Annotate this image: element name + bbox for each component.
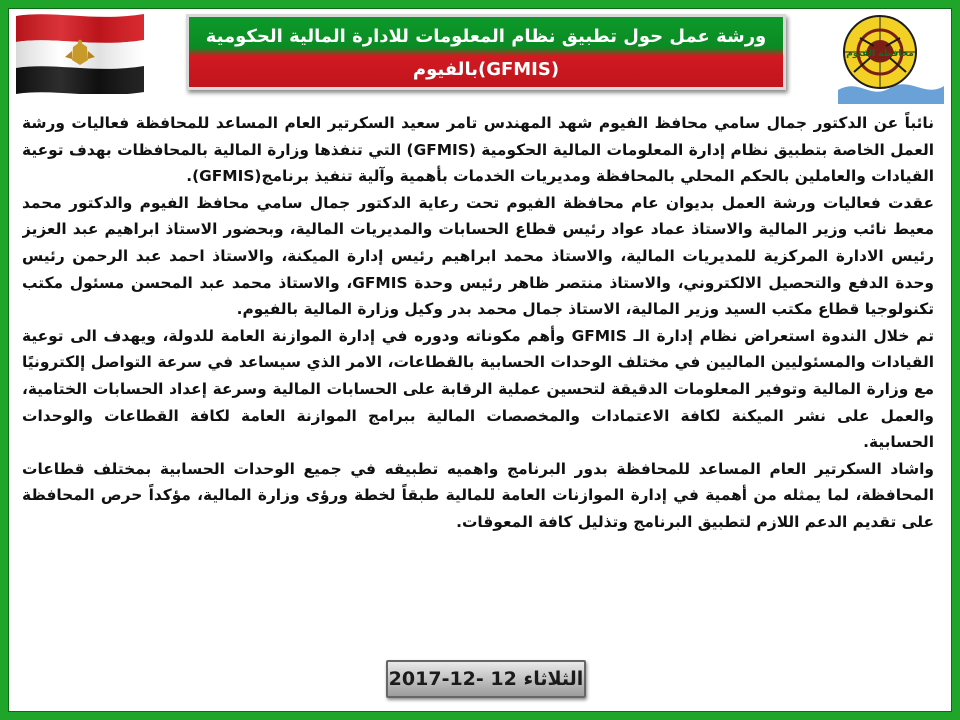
date-badge: الثلاثاء 12 -12-2017 (386, 660, 586, 698)
title-line-1: ورشة عمل حول تطبيق نظام المعلومات للادارة المالية الحكومية (205, 26, 767, 47)
title-line-2: (GFMIS)بالفيوم (412, 59, 560, 80)
article-paragraph-3: تم خلال الندوة استعراض نظام إدارة الـ GFMIS وأهم مكوناته ودوره في إدارة الموازنة العامة للدولة، ويهدف الى توعية القيادات والمسئوليين الماليين في مختلف الوحدات الحسابية بالقطاعات، الامر الذي سيساعد في سرعة التواصل إلكترونيًا مع وزارة المالية وتوفير المعلومات الدقيقة لتحسين عملية الرقابة على الحسابات المالية وسرعة إعداد الحسابات الختامية، والعمل على نشر الميكنة لكافة الاعتمادات والمخصصات المالية ببرامج الموازنة العامة لكافة القطاعات والوحدات الحسابية. (22, 326, 934, 452)
title-banner (186, 14, 786, 90)
fayoum-governorate-logo-icon (830, 8, 948, 108)
article-paragraph-1: نائباً عن الدكتور جمال سامي محافظ الفيوم شهد المهندس تامر سعيد السكرتير العام المساعد للمحافظة فعاليات ورشة العمل الخاصة بتطبيق نظام إدارة المعلومات المالية الحكومية (GFMIS) التي تنفذها وزارة المالية بالمحافظات بهدف توعية القيادات والعاملين بالحكم المحلي بالمحافظة ومديريات الخدمات بأهمية وآلية تنفيذ برنامج(GFMIS). (22, 114, 934, 186)
article-body (22, 110, 934, 630)
logo-text: محافظة الفيوم (846, 49, 914, 59)
egypt-flag-icon (14, 10, 146, 94)
article-paragraph-2: عقدت فعاليات ورشة العمل بديوان عام محافظة الفيوم تحت رعاية الدكتور جمال سامي محافظ الفيوم والدكتور محمد معيط نائب وزير المالية والاستاذ عماد عواد رئيس قطاع الحسابات والمديريات المالية، وبحضور الاستاذ ابراهيم عبد العزيز رئيس الادارة المركزية للمديريات المالية، والاستاذ محمد ابراهيم رئيس إدارة الميكنة، والاستاذ احمد عبد الرحمن رئيس وحدة الدفع والتحصيل الالكتروني، والاستاذ منتصر ظاهر رئيس وحدة GFMIS، والاستاذ محمد عبد المحسن مسئول مكتب تكنولوجيا قطاع مكتب السيد وزير المالية، الاستاذ جمال محمد بدر وكيل وزارة المالية بالفيوم. (22, 193, 934, 319)
article-paragraph-4: واشاد السكرتير العام المساعد للمحافظة بدور البرنامج واهميه تطبيقه في جميع الوحدات الحسابية بمختلف قطاعات المحافظة، لما يمثله من أهمية في إدارة الموازنات العامة للمالية طبقاً لخطة ورؤى وزارة المالية، مؤكداً حرص المحافظة على تقديم الدعم اللازم لتطبيق البرنامج وتذليل كافة المعوقات. (22, 459, 934, 531)
